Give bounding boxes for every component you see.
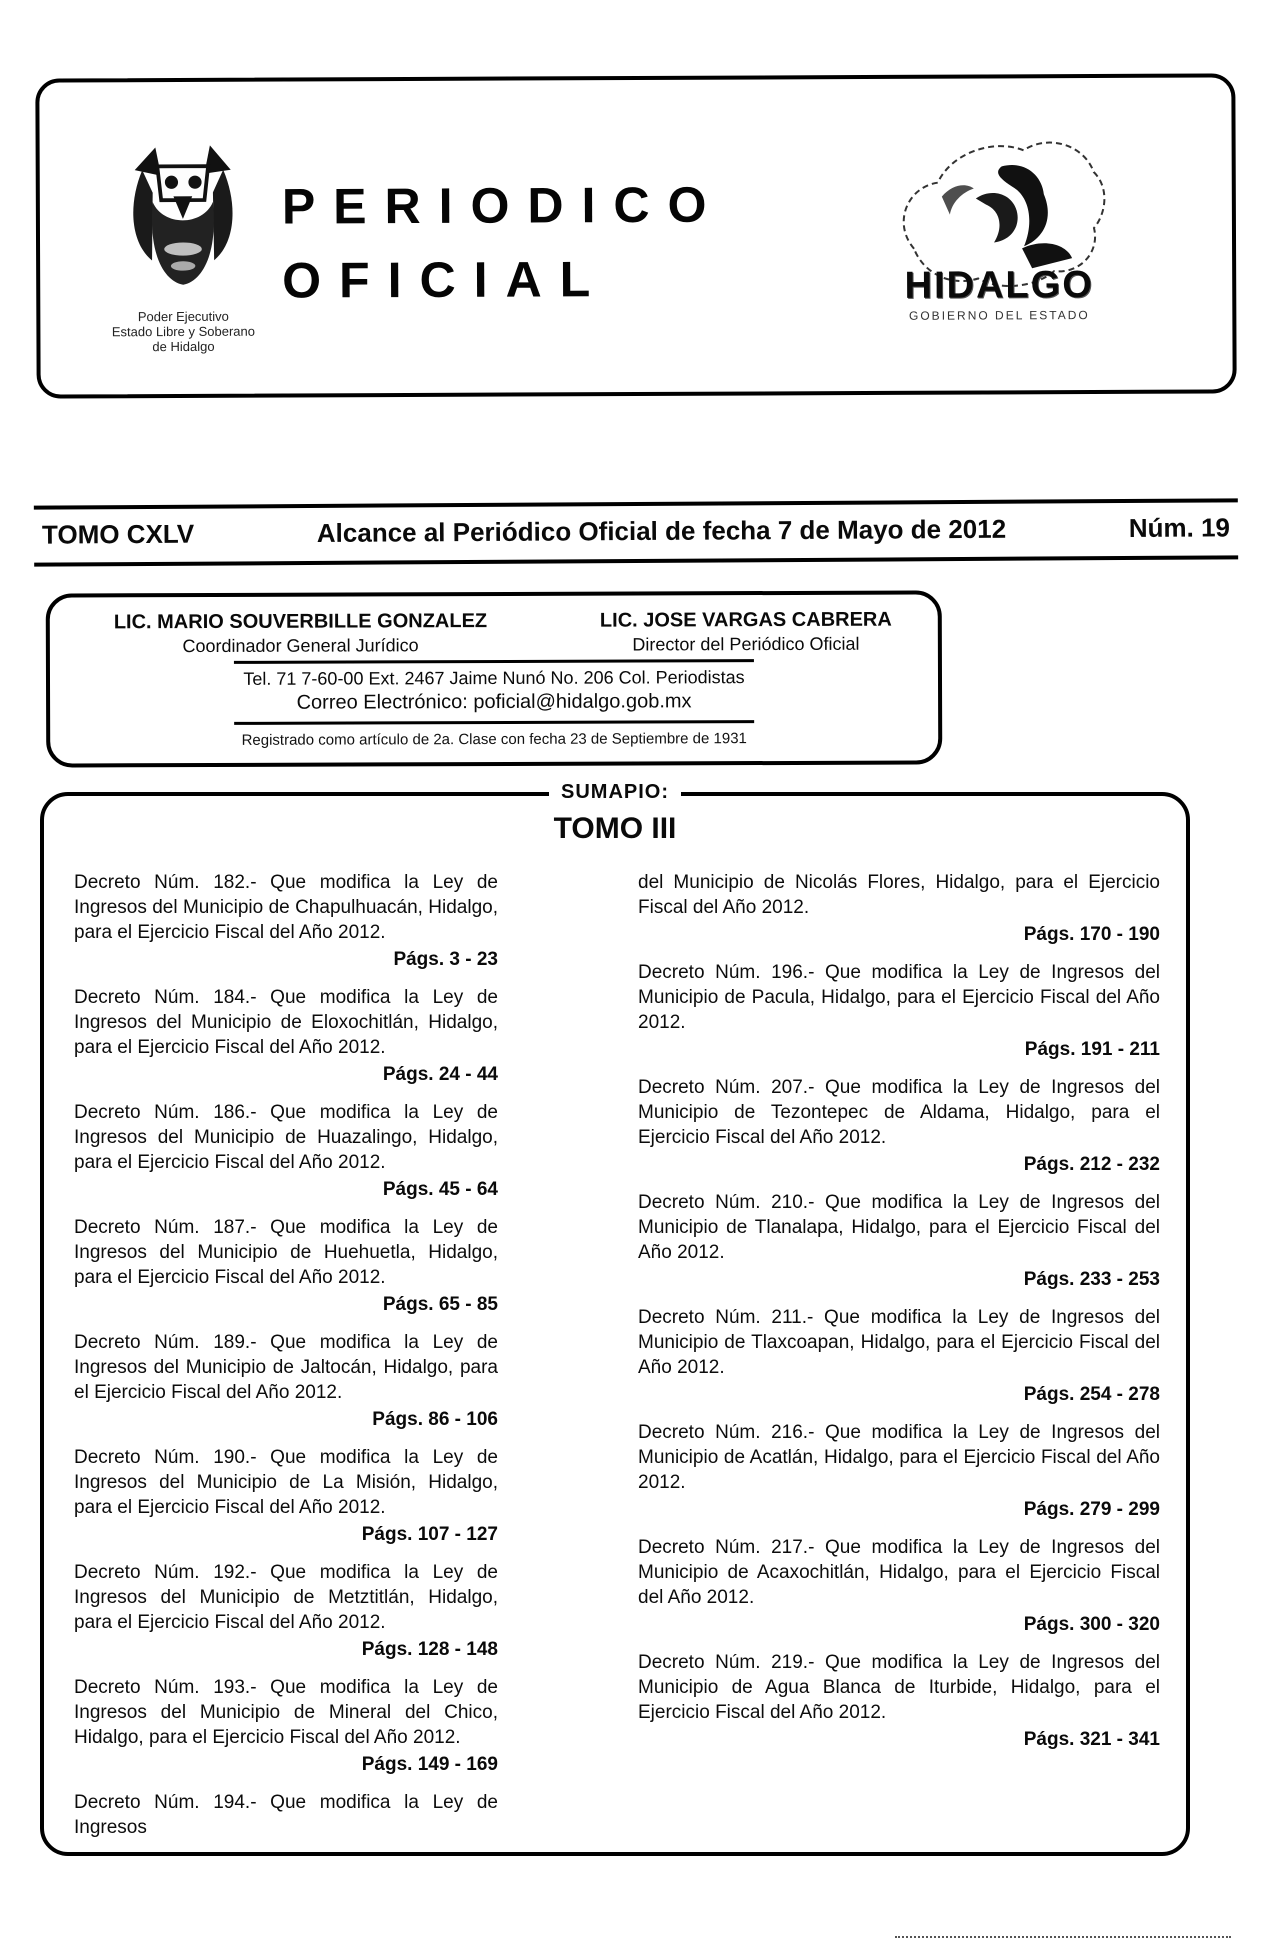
- sumario-label: SUMAPIO:: [549, 781, 681, 804]
- edition-tomo: TOMO CXLV: [41, 518, 195, 550]
- decree-pages: Págs. 170 - 190: [1023, 924, 1160, 945]
- hidalgo-logo-wordmark: HIDALGO: [904, 264, 1094, 307]
- decree-text: Decreto Núm. 219.- Que modifica la Ley de Ingresos del Municipio de Agua Blanca de Iturbide, Hidalgo, para el Ejercicio Fiscal del Año 2012.: [638, 1652, 1160, 1723]
- hidalgo-logo-subtext: GOBIERNO DEL ESTADO: [908, 308, 1090, 323]
- coordinator-name: LIC. MARIO SOUVERBILLE GONZALEZ: [113, 610, 488, 634]
- contact-email: Correo Electrónico: poficial@hidalgo.gob.mx: [296, 690, 692, 714]
- decree-entry: [74, 1330, 498, 1431]
- coordinator-role: Coordinador General Jurídico: [182, 635, 419, 657]
- decree-text: Decreto Núm. 211.- Que modifica la Ley de Ingresos del Municipio de Tlaxcoapan, Hidalgo, para el Ejercicio Fiscal del Año 2012.: [638, 1307, 1160, 1378]
- sumario-left-column: [74, 870, 498, 1854]
- decree-text: Decreto Núm. 210.- Que modifica la Ley de Ingresos del Municipio de Tlanalapa, Hidalgo, para el Ejercicio Fiscal del Año 2012.: [638, 1192, 1160, 1263]
- seal-caption-line: Estado Libre y Soberano: [111, 323, 255, 340]
- decree-text: Decreto Núm. 186.- Que modifica la Ley de Ingresos del Municipio de Huazalingo, Hidalgo, para el Ejercicio Fiscal del Año 2012.: [74, 1102, 498, 1173]
- scan-artifact-dotted-line: [895, 1936, 1231, 1938]
- decree-pages: Págs. 191 - 211: [1024, 1039, 1160, 1060]
- decree-entry: [638, 870, 1160, 946]
- decree-pages: Págs. 45 - 64: [382, 1179, 498, 1200]
- decree-text: Decreto Núm. 189.- Que modifica la Ley de Ingresos del Municipio de Jaltocán, Hidalgo, para el Ejercicio Fiscal del Año 2012.: [74, 1332, 498, 1403]
- contact-phone-address: Tel. 71 7-60-00 Ext. 2467 Jaime Nunó No. 206 Col. Periodistas: [243, 667, 745, 689]
- sumario-box: [40, 781, 1190, 1856]
- hidalgo-government-logo: [882, 126, 1117, 357]
- decree-entry: [74, 1215, 498, 1316]
- decree-text: Decreto Núm. 207.- Que modifica la Ley de Ingresos del Municipio de Tezontepec de Aldama, Hidalgo, para el Ejercicio Fiscal del Año 2012.: [638, 1077, 1160, 1148]
- masthead: [35, 73, 1236, 398]
- coordinator-block: [114, 610, 488, 657]
- decree-text: Decreto Núm. 217.- Que modifica la Ley de Ingresos del Municipio de Acaxochitlán, Hidalgo, para el Ejercicio Fiscal del Año 2012.: [638, 1537, 1160, 1608]
- decree-entry: [638, 1420, 1160, 1521]
- sumario-right-column: [638, 870, 1160, 1854]
- decree-text: Decreto Núm. 194.- Que modifica la Ley de Ingresos: [74, 1792, 498, 1838]
- state-seal-caption: [108, 309, 258, 355]
- decree-text: del Municipio de Nicolás Flores, Hidalgo, para el Ejercicio Fiscal del Año 2012.: [638, 872, 1160, 918]
- decree-pages: Págs. 321 - 341: [1023, 1729, 1160, 1750]
- decree-pages: Págs. 3 - 23: [393, 949, 498, 970]
- decree-pages: Págs. 65 - 85: [382, 1294, 498, 1315]
- decree-entry: [638, 1650, 1160, 1751]
- decree-entry: [74, 1790, 498, 1840]
- decree-entry: [638, 960, 1160, 1061]
- decree-entry: [638, 1535, 1160, 1636]
- state-seal-icon: [118, 285, 248, 303]
- seal-caption-line: de Hidalgo: [152, 338, 215, 355]
- decree-text: Decreto Núm. 182.- Que modifica la Ley de Ingresos del Municipio de Chapulhuacán, Hidalgo, para el Ejercicio Fiscal del Año 2012.: [74, 872, 498, 943]
- decree-text: Decreto Núm. 216.- Que modifica la Ley de Ingresos del Municipio de Acatlán, Hidalgo, para el Ejercicio Fiscal del Año 2012.: [638, 1422, 1160, 1493]
- decree-pages: Págs. 24 - 44: [382, 1064, 498, 1085]
- publication-title: [282, 168, 725, 318]
- decree-text: Decreto Núm. 184.- Que modifica la Ley de Ingresos del Municipio de Eloxochitlán, Hidalgo, para el Ejercicio Fiscal del Año 2012.: [74, 987, 498, 1058]
- decree-pages: Págs. 149 - 169: [361, 1754, 498, 1775]
- decree-pages: Págs. 128 - 148: [361, 1639, 498, 1660]
- decree-entry: [638, 1305, 1160, 1406]
- decree-pages: Págs. 300 - 320: [1023, 1614, 1160, 1635]
- edition-title: Alcance al Periódico Oficial de fecha 7 de Mayo de 2012: [316, 513, 1007, 548]
- decree-pages: Págs. 212 - 232: [1023, 1154, 1160, 1175]
- tomo-heading: TOMO III: [553, 812, 677, 845]
- decree-text: Decreto Núm. 190.- Que modifica la Ley de Ingresos del Municipio de La Misión, Hidalgo, para el Ejercicio Fiscal del Año 2012.: [74, 1447, 498, 1518]
- directory-box: [46, 590, 943, 767]
- decree-entry: [638, 1075, 1160, 1176]
- state-seal: [108, 138, 259, 355]
- decree-text: Decreto Núm. 196.- Que modifica la Ley de Ingresos del Municipio de Pacula, Hidalgo, para el Ejercicio Fiscal del Año 2012.: [638, 962, 1160, 1033]
- decree-text: Decreto Núm. 192.- Que modifica la Ley de Ingresos del Municipio de Metztitlán, Hidalgo, para el Ejercicio Fiscal del Año 2012.: [74, 1562, 498, 1633]
- decree-text: Decreto Núm. 187.- Que modifica la Ley de Ingresos del Municipio de Huehuetla, Hidalgo, para el Ejercicio Fiscal del Año 2012.: [74, 1217, 498, 1288]
- decree-entry: [638, 1190, 1160, 1291]
- edition-number: Núm. 19: [1128, 512, 1231, 543]
- director-role: Director del Periódico Oficial: [632, 633, 860, 655]
- registration-note: Registrado como artículo de 2a. Clase con fecha 23 de Septiembre de 1931: [241, 730, 747, 749]
- director-block: [600, 609, 892, 656]
- decree-entry: [74, 1560, 498, 1661]
- decree-pages: Págs. 107 - 127: [361, 1524, 498, 1545]
- decree-entry: [74, 1445, 498, 1546]
- contact-section: [234, 659, 754, 725]
- seal-caption-line: Poder Ejecutivo: [137, 308, 229, 325]
- decree-pages: Págs. 86 - 106: [372, 1409, 498, 1430]
- decree-entry: [74, 985, 498, 1086]
- decree-pages: Págs. 233 - 253: [1023, 1269, 1160, 1290]
- decree-text: Decreto Núm. 193.- Que modifica la Ley de Ingresos del Municipio de Mineral del Chico, Hidalgo, para el Ejercicio Fiscal del Año 2012.: [74, 1677, 498, 1748]
- decree-pages: Págs. 254 - 278: [1023, 1384, 1160, 1405]
- decree-entry: [74, 1100, 498, 1201]
- director-name: LIC. JOSE VARGAS CABRERA: [599, 608, 892, 632]
- decree-pages: Págs. 279 - 299: [1023, 1499, 1160, 1520]
- decree-entry: [74, 1675, 498, 1776]
- publication-title-line1: PERIODICO: [281, 176, 725, 235]
- edition-bar: [34, 498, 1238, 566]
- decree-entry: [74, 870, 498, 971]
- publication-title-line2: OFICIAL: [282, 251, 609, 309]
